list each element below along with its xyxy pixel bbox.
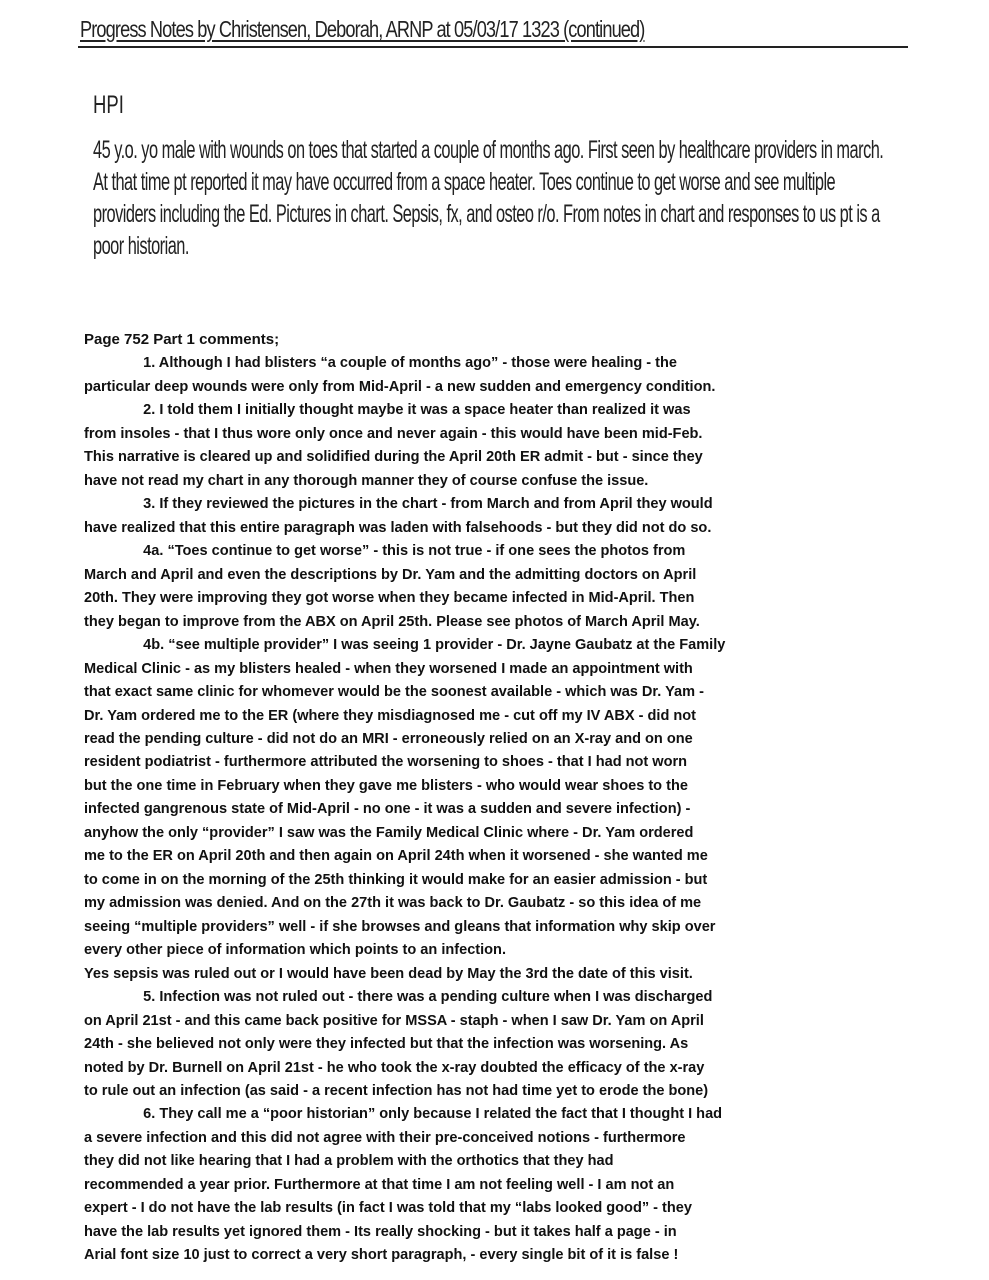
comment-line: have realized that this entire paragraph was laden with falsehoods - but they did not do so. (84, 518, 712, 536)
comment-line: 3. If they reviewed the pictures in the chart - from March and from April they would (143, 495, 713, 513)
comment-line: noted by Dr. Burnell on April 21st - he who took the x-ray doubted the efficacy of the x-ray (84, 1058, 705, 1076)
hpi-line: 45 y.o. yo male with wounds on toes that started a couple of months ago. First seen by healthcare providers in march. (93, 136, 884, 164)
comment-line: to rule out an infection (as said - a recent infection has not had time yet to erode the bone) (84, 1082, 709, 1099)
comment-line: 24th - she believed not only were they infected but that the infection was worsening. As (84, 1035, 689, 1053)
comment-line: infected gangrenous state of Mid-April - no one - it was a sudden and severe infection) - (84, 800, 691, 818)
comments-heading: Page 752 Part 1 comments; (84, 331, 280, 348)
comment-line: 5. Infection was not ruled out - there was a pending culture when I was discharged (143, 988, 713, 1006)
comment-line: they did not like hearing that I had a problem with the orthotics that they had (84, 1152, 614, 1170)
comment-line: 4a. “Toes continue to get worse” - this is not true - if one sees the photos from (143, 542, 686, 560)
hpi-line: providers including the Ed. Pictures in chart. Sepsis, fx, and osteo r/o. From notes in chart and responses to us pt is a (93, 200, 880, 228)
comment-line: read the pending culture - did not do an MRI - erroneously relied on an X-ray and on one (84, 729, 693, 747)
hpi-line: poor historian. (93, 232, 189, 260)
comment-line: my admission was denied. And on the 27th it was back to Dr. Gaubatz - so this idea of me (84, 894, 702, 912)
header-title: Progress Notes by Christensen, Deborah, ARNP at 05/03/17 1323 (continued) (80, 16, 645, 42)
comment-line: recommended a year prior. Furthermore at that time I am not feeling well - I am not an (84, 1175, 675, 1193)
comment-line: Medical Clinic - as my blisters healed - when they worsened I made an appointment with (84, 659, 693, 677)
comment-line: Yes sepsis was ruled out or I would have been dead by May the 3rd the date of this visit. (84, 964, 693, 982)
hpi-line: At that time pt reported it may have occurred from a space heater. Toes continue to get worse and see multiple (93, 168, 836, 196)
comment-line: they began to improve from the ABX on April 25th. Please see photos of March April May. (84, 612, 700, 630)
comment-line: 6. They call me a “poor historian” only because I related the fact that I thought I had (143, 1105, 723, 1123)
comment-line: particular deep wounds were only from Mid-April - a new sudden and emergency condition. (84, 377, 716, 395)
comment-line: me to the ER on April 20th and then again on April 24th when it worsened - she wanted me (84, 847, 708, 865)
comment-line: 4b. “see multiple provider” I was seeing 1 provider - Dr. Jayne Gaubatz at the Family (143, 636, 726, 654)
comments-section (84, 328, 924, 1267)
comment-line: a severe infection and this did not agree with their pre-conceived notions - furthermore (84, 1128, 686, 1146)
comment-line: but the one time in February when they gave me blisters - who would wear shoes to the (84, 776, 688, 794)
comment-line: every other piece of information which points to an infection. (84, 941, 506, 959)
page-header (78, 10, 908, 48)
comment-line: expert - I do not have the lab results (in fact I was told that my “labs looked good” - they (84, 1199, 692, 1217)
comment-line: 2. I told them I initially thought maybe it was a space heater than realized it was (143, 401, 691, 419)
comment-line: 1. Although I had blisters “a couple of months ago” - those were healing - the (143, 354, 677, 372)
comment-line: on April 21st - and this came back positive for MSSA - staph - when I saw Dr. Yam on April (84, 1011, 704, 1029)
comment-line: seeing “multiple providers” well - if she browses and gleans that information why skip over (84, 917, 716, 935)
hpi-section (93, 90, 923, 262)
hpi-title: HPI (93, 91, 124, 119)
comment-line: anyhow the only “provider” I saw was the Family Medical Clinic where - Dr. Yam ordered (84, 823, 694, 841)
comment-line: from insoles - that I thus wore only once and never again - this would have been mid-Feb. (84, 424, 703, 442)
comment-line: 20th. They were improving they got worse when they became infected in Mid-April. Then (84, 589, 695, 607)
comment-line: Dr. Yam ordered me to the ER (where they misdiagnosed me - cut off my IV ABX - did not (84, 706, 697, 724)
comment-line: Arial font size 10 just to correct a very short paragraph, - every single bit of it is false ! (84, 1246, 679, 1264)
comment-line: to come in on the morning of the 25th thinking it would make for an easier admission - but (84, 870, 708, 888)
comment-line: March and April and even the descriptions by Dr. Yam and the admitting doctors on April (84, 565, 697, 583)
comment-line: This narrative is cleared up and solidified during the April 20th ER admit - but - since they (84, 448, 703, 466)
comment-line: have the lab results yet ignored them - Its really shocking - but it takes half a page - in (84, 1222, 677, 1240)
comment-line: that exact same clinic for whomever would be the soonest available - which was Dr. Yam - (84, 683, 704, 701)
comment-line: have not read my chart in any thorough manner they of course confuse the issue. (84, 471, 649, 489)
comment-line: resident podiatrist - furthermore attributed the worsening to shoes - that I had not worn (84, 753, 688, 771)
